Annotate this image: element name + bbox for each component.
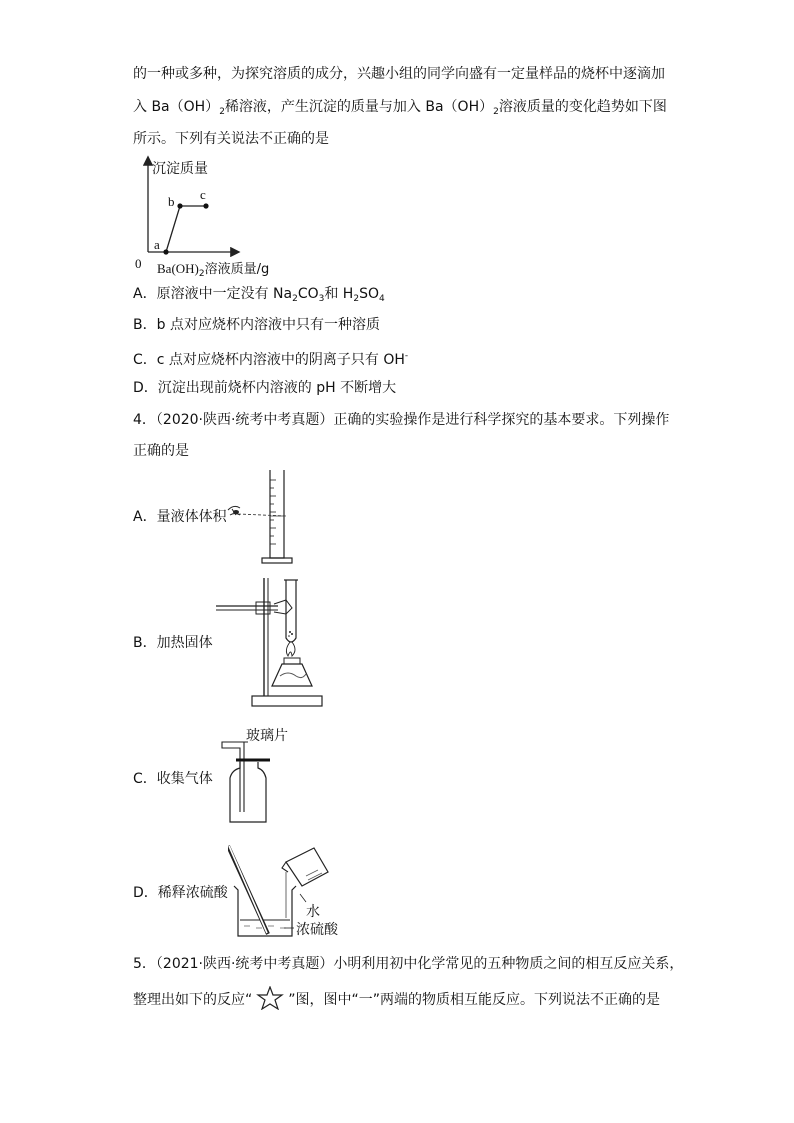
subscript: 2: [493, 107, 499, 117]
superscript: -: [404, 351, 409, 361]
q3-option-d: D．沉淀出现前烧杯内溶液的 pH 不断增大: [133, 380, 397, 396]
q3-option-b: B．b 点对应烧杯内溶液中只有一种溶质: [133, 317, 380, 333]
point-c-dot: [203, 203, 208, 208]
text: C．c 点对应烧杯内溶液中的阴离子只有 OH: [133, 352, 405, 368]
intro-line-3: 所示。下列有关说法不正确的是: [133, 131, 329, 147]
subscript: 2: [219, 107, 225, 117]
text: SO: [359, 286, 379, 302]
q5-line-2: [133, 986, 660, 1010]
point-b-dot: [177, 203, 182, 208]
x-axis-label-b: 溶液质量/g: [204, 262, 270, 277]
y-axis-label: 沉淀质量: [152, 161, 208, 177]
q3-option-a: [133, 284, 385, 309]
star-icon: [252, 986, 288, 1006]
x-axis-label-a: Ba(OH): [157, 261, 199, 276]
subscript: 4: [378, 294, 385, 304]
q4-line-2: 正确的是: [133, 443, 189, 459]
q4-option-b: B．加热固体: [133, 635, 213, 651]
q4-option-c: C．收集气体: [133, 771, 213, 787]
intro-line-2a: 入 Ba（OH）: [133, 99, 220, 115]
intro-line-2c: 溶液质量的变化趋势如下图: [498, 99, 667, 115]
subscript: 2: [198, 269, 205, 279]
text: A．原溶液中一定没有 Na: [133, 286, 293, 302]
intro-line-1: 的一种或多种，为探究溶质的成分，兴趣小组的同学向盛有一定量样品的烧杯中逐滴加: [133, 66, 665, 82]
point-a-label: a: [154, 237, 160, 252]
x-axis-label: [157, 258, 269, 279]
subscript: 2: [353, 294, 360, 304]
point-c-label: c: [200, 187, 206, 202]
subscript: 2: [292, 294, 298, 304]
q4-option-a: A．量液体体积: [133, 509, 227, 525]
heating-apparatus-icon: [212, 576, 328, 710]
glass-plate-label: 玻璃片: [246, 728, 288, 744]
text: CO: [297, 286, 319, 302]
subscript: 3: [318, 294, 325, 304]
acid-label: 浓硫酸: [296, 922, 338, 938]
q4-line-1: 4．（2020·陕西·统考中考真题）正确的实验操作是进行科学探究的基本要求。下列操作: [133, 412, 670, 428]
origin-label: 0: [135, 256, 142, 271]
heating-solid-figure: [212, 576, 328, 710]
q5-line-2a: 整理出如下的反应“: [133, 992, 253, 1008]
point-b-label: b: [168, 194, 175, 209]
q5-line-2b: ”图，图中“一”两端的物质相互能反应。下列说法不正确的是: [288, 992, 661, 1008]
q3-option-c: [133, 346, 408, 370]
graduated-cylinder-icon: [226, 468, 306, 570]
water-label: 水: [306, 904, 320, 920]
graduated-cylinder-figure: [226, 468, 306, 570]
gas-bottle-icon: [218, 738, 278, 826]
q5-line-1: 5．（2021·陕西·统考中考真题）小明利用初中化学常见的五种物质之间的相互反应关系，: [133, 956, 684, 972]
q4-option-d: D．稀释浓硫酸: [133, 885, 228, 901]
intro-line-2: [133, 97, 667, 122]
intro-line-2b: 稀溶液，产生沉淀的质量与加入 Ba（OH）: [224, 99, 494, 115]
gas-collection-figure: [218, 738, 278, 826]
point-a-dot: [163, 249, 168, 254]
text: 和 H: [324, 286, 354, 302]
precipitate-graph: [130, 150, 310, 280]
